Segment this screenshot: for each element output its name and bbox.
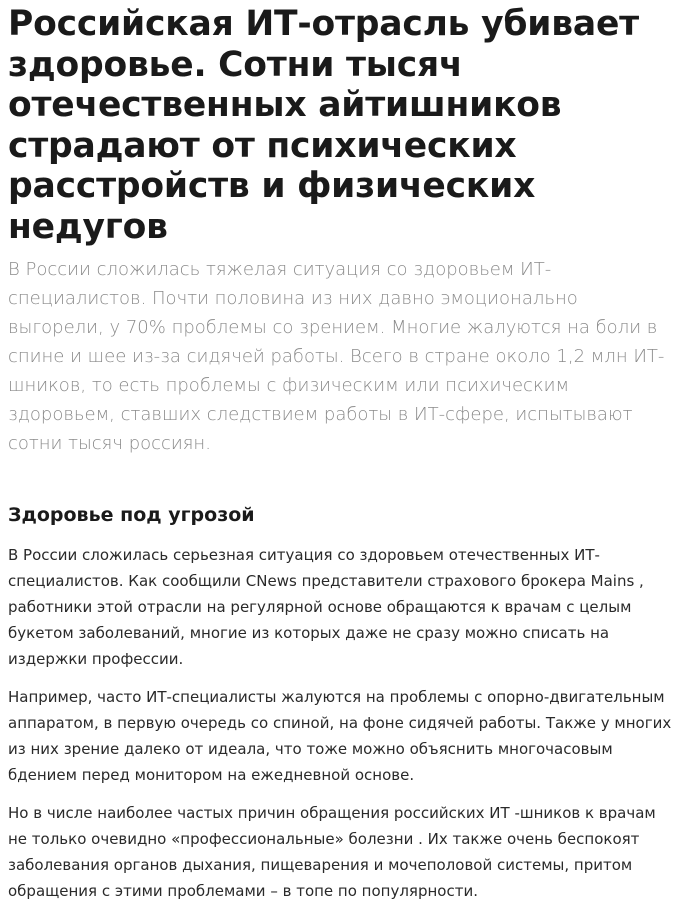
article-paragraph-1: В России сложилась серьезная ситуация со здоровьем отечественных ИТ-специалистов. Как сообщили CNews представители страхового брокера Mains , работники этой отрасли на регулярной основе обращаются к врачам с целым букетом заболеваний, многие из которых даже не сразу можно списать на издержки профессии.	[8, 546, 644, 668]
article-paragraph-3: Но в числе наиболее частых причин обращения российских ИТ -шников к врачам не только очевидно «профессиональные» болезни . Их также очень беспокоят заболевания органов дыхания, пищеварения и мочеполовой системы, притом обращения с этими проблемами – в топе по популярности.	[8, 804, 656, 900]
article-lead: В России сложилась тяжелая ситуация со здоровьем ИТ-специалистов. Почти половина из них давно эмоционально выгорели, у 70% проблемы со зрением. Многие жалуются на боли в спине и шее из-за сидячей работы. Всего в стране около 1,2 млн ИТ-шников, то есть проблемы с физическим или психическим здоровьем, ставших следствием работы в ИТ-сфере, испытывают сотни тысяч россиян.	[8, 259, 665, 454]
section-title: Здоровье под угрозой	[8, 504, 255, 526]
article-paragraph-2: Например, часто ИТ-специалисты жалуются на проблемы с опорно-двигательным аппаратом, в первую очередь со спиной, на фоне сидячей работы. Также у многих из них зрение далеко от идеала, что тоже можно объяснить многочасовым бдением перед монитором на ежедневной основе.	[8, 688, 672, 784]
article-headline: Российская ИТ-отрасль убивает здоровье. Сотни тысяч отечественных айтишников страдают от психических расстройств и физических недугов	[8, 4, 639, 247]
